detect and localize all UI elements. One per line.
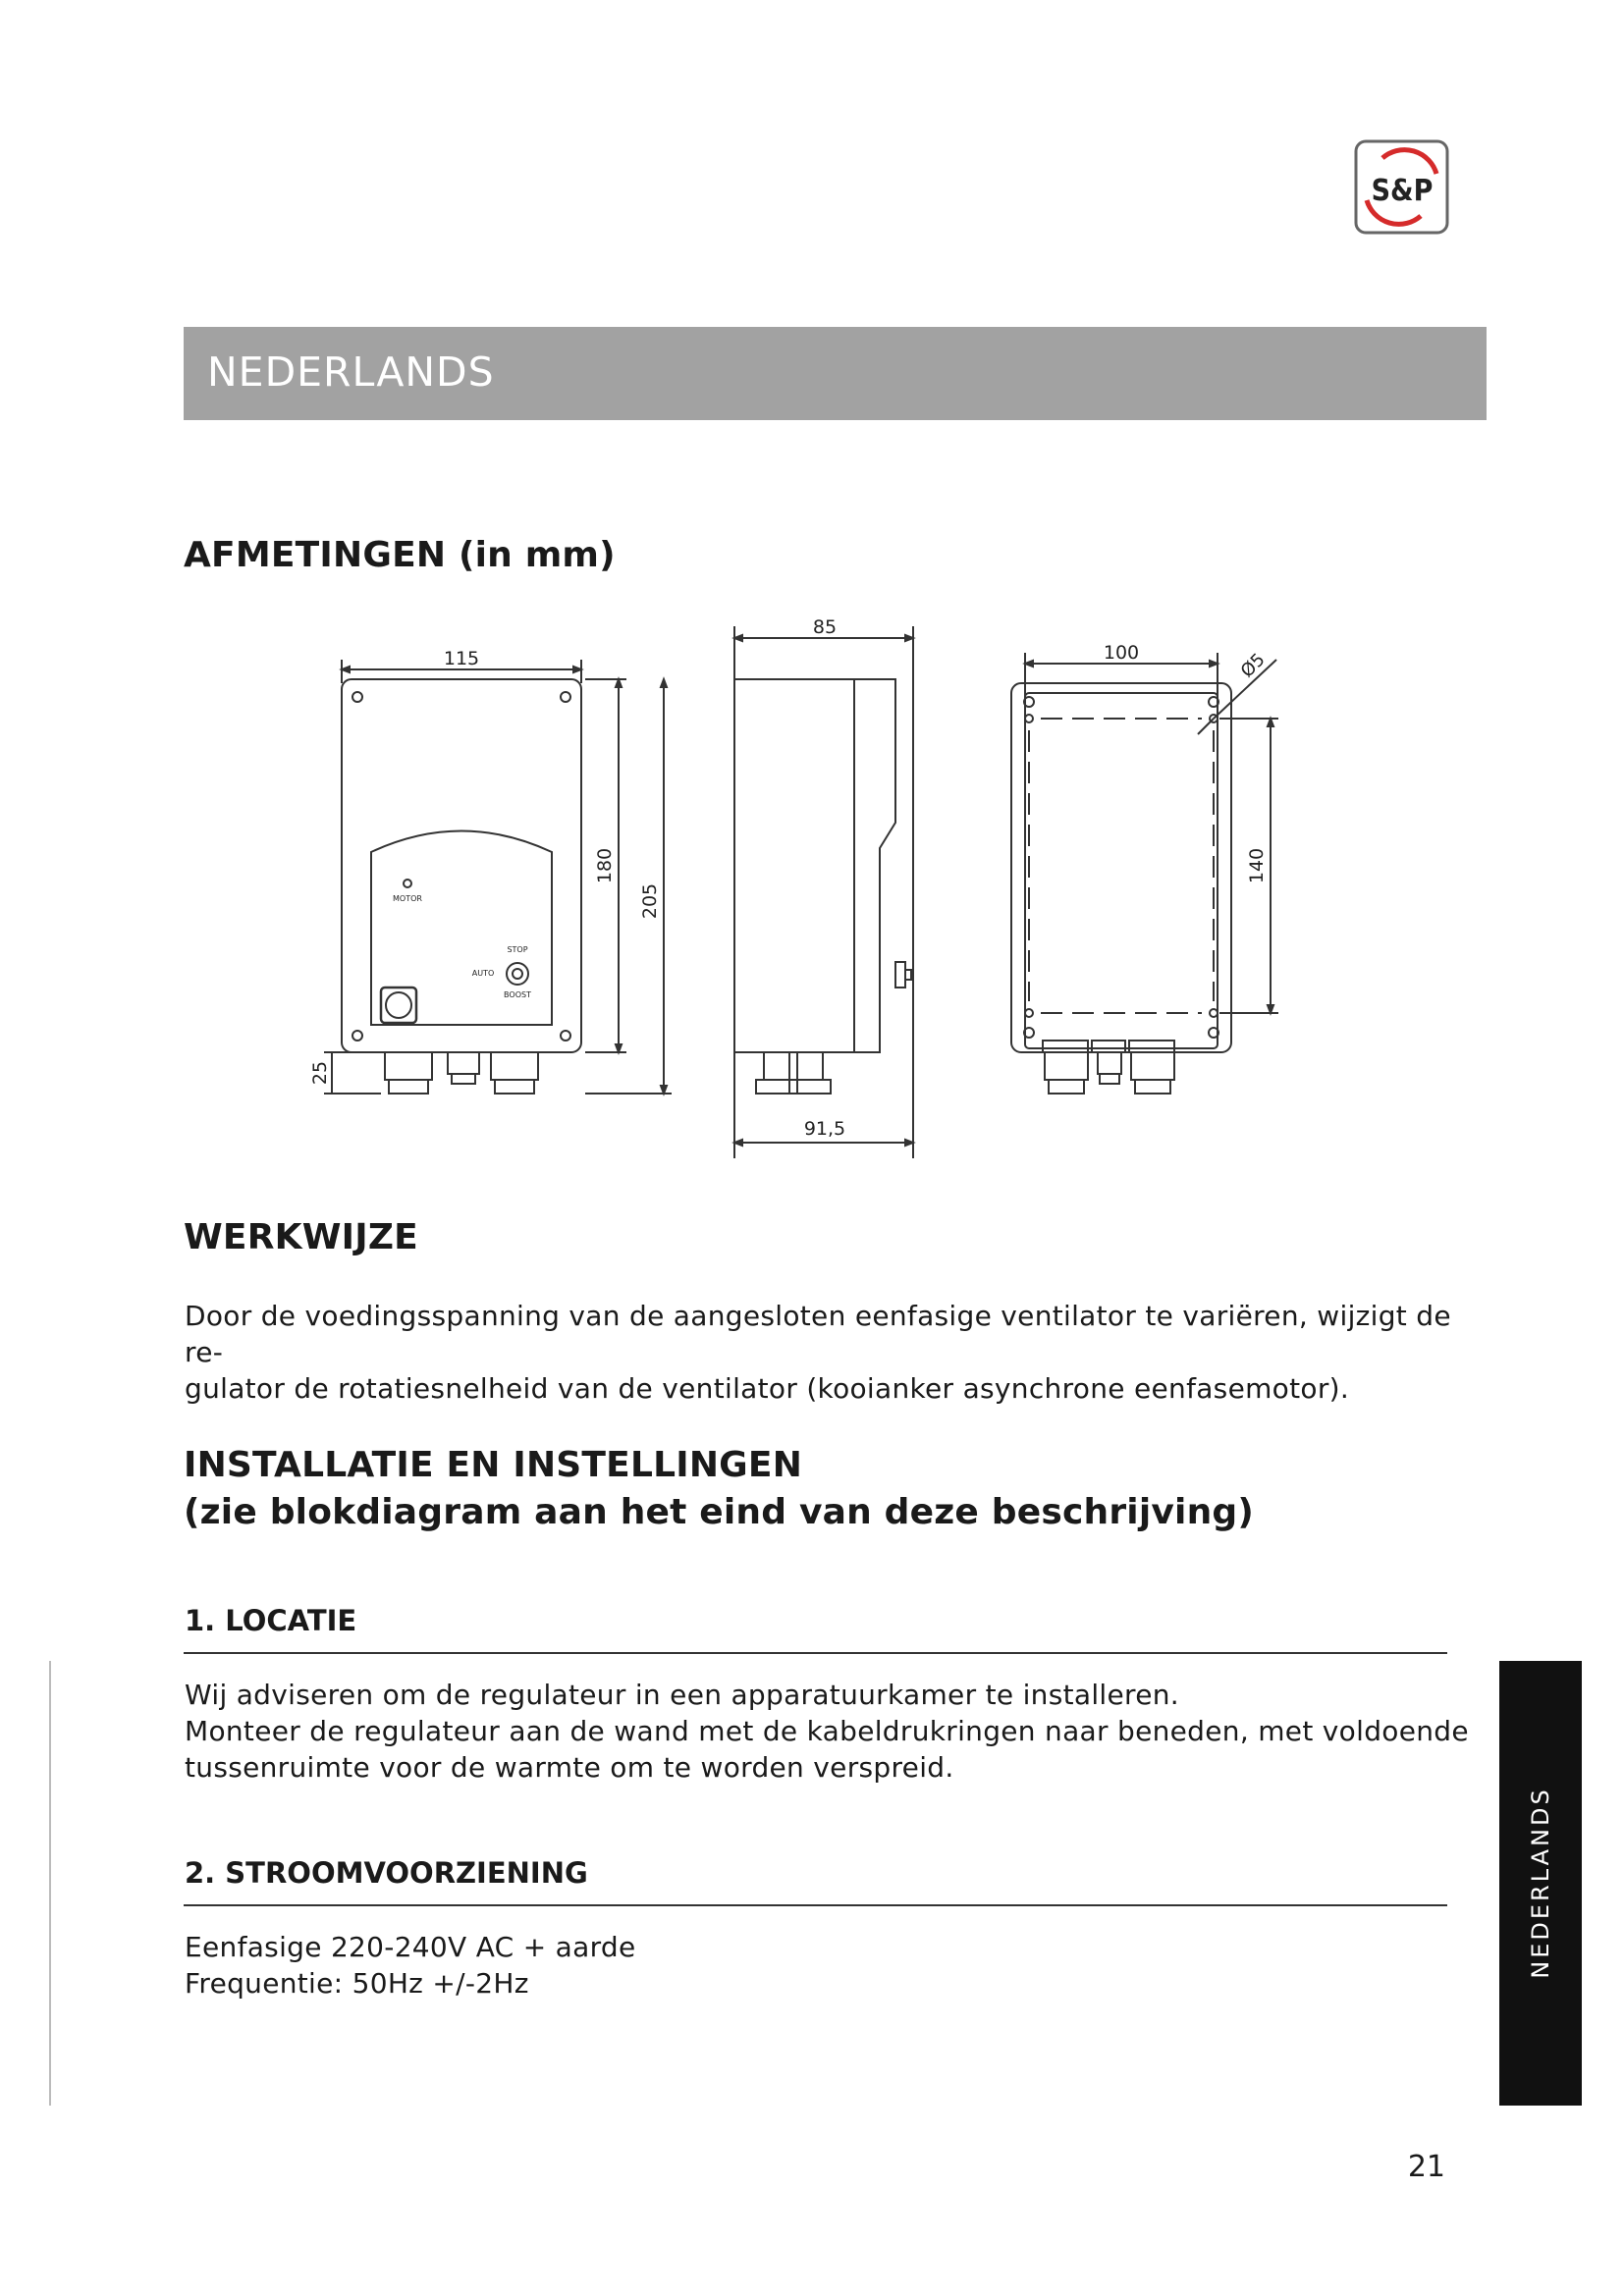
auto-label: AUTO: [471, 969, 495, 978]
margin-line: [49, 1661, 51, 2106]
side-tab-label: NEDERLANDS: [1527, 1787, 1554, 1979]
front-view: [309, 648, 672, 1094]
language-banner: [184, 327, 1487, 420]
side-view: [734, 616, 913, 1158]
hole-spacing-h-label: 100: [1103, 642, 1140, 664]
installation-subtitle: (zie blokdiagram aan het eind van deze beschrijving): [184, 1492, 1255, 1532]
dimensions-title: AFMETINGEN (in mm): [184, 535, 616, 575]
front-height-total-label: 205: [639, 882, 661, 920]
brand-logo: [1353, 138, 1450, 236]
hole-spacing-v-label: 140: [1246, 847, 1268, 884]
gland-height-label: 25: [309, 1060, 331, 1086]
side-depth-total-label: 91,5: [803, 1118, 846, 1140]
stop-label: STOP: [507, 945, 528, 954]
location-heading: 1. LOCATIE: [185, 1604, 357, 1637]
language-side-tab: [1499, 1661, 1582, 2106]
dimension-drawing: [295, 609, 1355, 1158]
installation-title: INSTALLATIE EN INSTELLINGEN: [184, 1445, 803, 1485]
motor-label: MOTOR: [393, 894, 422, 903]
location-text: [185, 1677, 1481, 1786]
operation-text: [185, 1298, 1481, 1407]
section-rule: [184, 1904, 1447, 1906]
front-width-label: 115: [443, 648, 480, 669]
hole-diameter-label: Ø5: [1236, 649, 1270, 682]
side-depth-label: 85: [812, 616, 838, 638]
location-line: tussenruimte voor de warmte om te worden verspreid.: [185, 1751, 954, 1784]
power-supply-heading: 2. STROOMVOORZIENING: [185, 1856, 588, 1890]
back-view: [1011, 642, 1278, 1094]
language-banner-label: NEDERLANDS: [207, 348, 495, 396]
page-number: 21: [1407, 2150, 1445, 2184]
section-rule: [184, 1652, 1447, 1654]
power-supply-line: Eenfasige 220-240V AC + aarde: [185, 1931, 636, 1963]
power-supply-text: [185, 1929, 1481, 2002]
logo-text: S&P: [1371, 174, 1434, 208]
front-height-inner-label: 180: [594, 847, 616, 884]
boost-label: BOOST: [504, 990, 531, 999]
location-line: Monteer de regulateur aan de wand met de kabeldrukringen naar beneden, met voldoende: [185, 1715, 1469, 1747]
operation-line: gulator de rotatiesnelheid van de ventilator (kooianker asynchrone eenfasemotor).: [185, 1372, 1350, 1405]
location-line: Wij adviseren om de regulateur in een apparatuurkamer te installeren.: [185, 1679, 1179, 1711]
operation-line: Door de voedingsspanning van de aangesloten eenfasige ventilator te variëren, wijzigt de re-: [185, 1300, 1451, 1368]
operation-title: WERKWIJZE: [184, 1217, 418, 1257]
power-supply-line: Frequentie: 50Hz +/-2Hz: [185, 1967, 529, 2000]
